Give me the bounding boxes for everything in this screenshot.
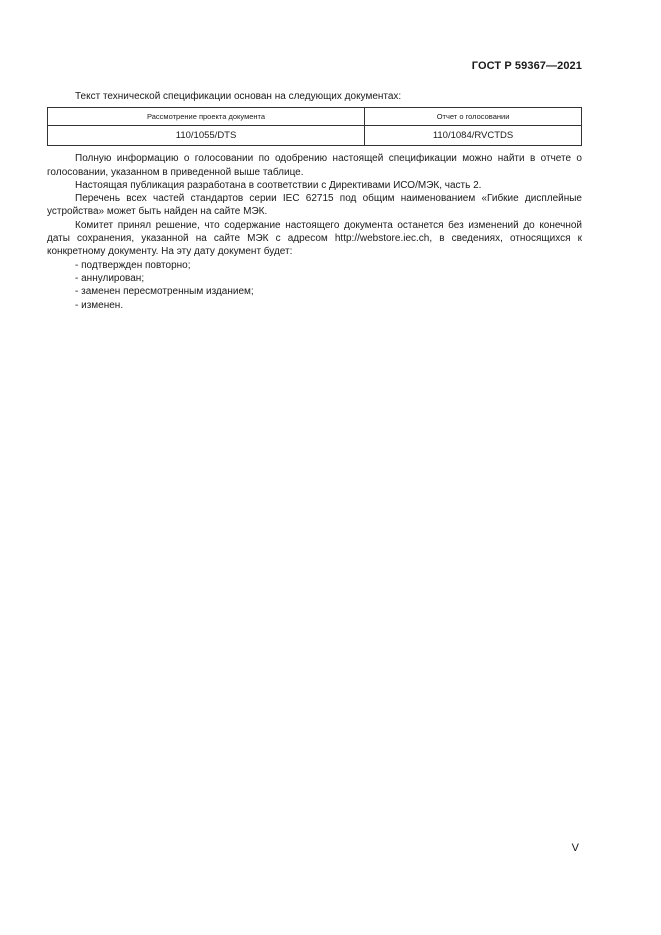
table-header-draft: Рассмотрение проекта документа xyxy=(48,108,365,126)
table-header-voting-report: Отчет о голосовании xyxy=(365,108,582,126)
directives-paragraph: Настоящая публикация разработана в соответствии с Директивами ИСО/МЭК, часть 2. xyxy=(75,179,482,191)
table-header-row xyxy=(48,108,582,126)
table-cell-draft: 110/1055/DTS xyxy=(48,126,365,146)
status-list xyxy=(47,259,582,312)
list-item: - изменен. xyxy=(75,299,124,311)
documents-table xyxy=(47,107,582,146)
series-paragraph: Перечень всех частей стандартов серии IEC 62715 под общим наименованием «Гибкие дисплейные устройства» может быть найден на сайте МЭК. xyxy=(47,193,582,218)
list-item: - подтвержден повторно; xyxy=(75,259,191,271)
page-number: V xyxy=(571,842,579,854)
list-item: - заменен пересмотренным изданием; xyxy=(75,286,254,298)
table-row xyxy=(48,126,582,146)
committee-decision-paragraph: Комитет принял решение, что содержание настоящего документа останется без изменений до конечной даты сохранения, указанной на сайте МЭК с адресом http://webstore.iec.ch, в сведениях, относящихся к конкретному документу. На эту дату документ будет: xyxy=(47,219,582,258)
table-cell-voting-report: 110/1084/RVCTDS xyxy=(365,126,582,146)
document-body xyxy=(47,90,582,312)
standard-number: ГОСТ Р 59367—2021 xyxy=(471,60,582,72)
list-item: - аннулирован; xyxy=(75,272,145,284)
voting-info-paragraph: Полную информацию о голосовании по одобрению настоящей спецификации можно найти в отчете о голосовании, указанном в приведенной выше таблице. xyxy=(47,153,582,178)
intro-paragraph: Текст технической спецификации основан на следующих документах: xyxy=(75,91,402,102)
